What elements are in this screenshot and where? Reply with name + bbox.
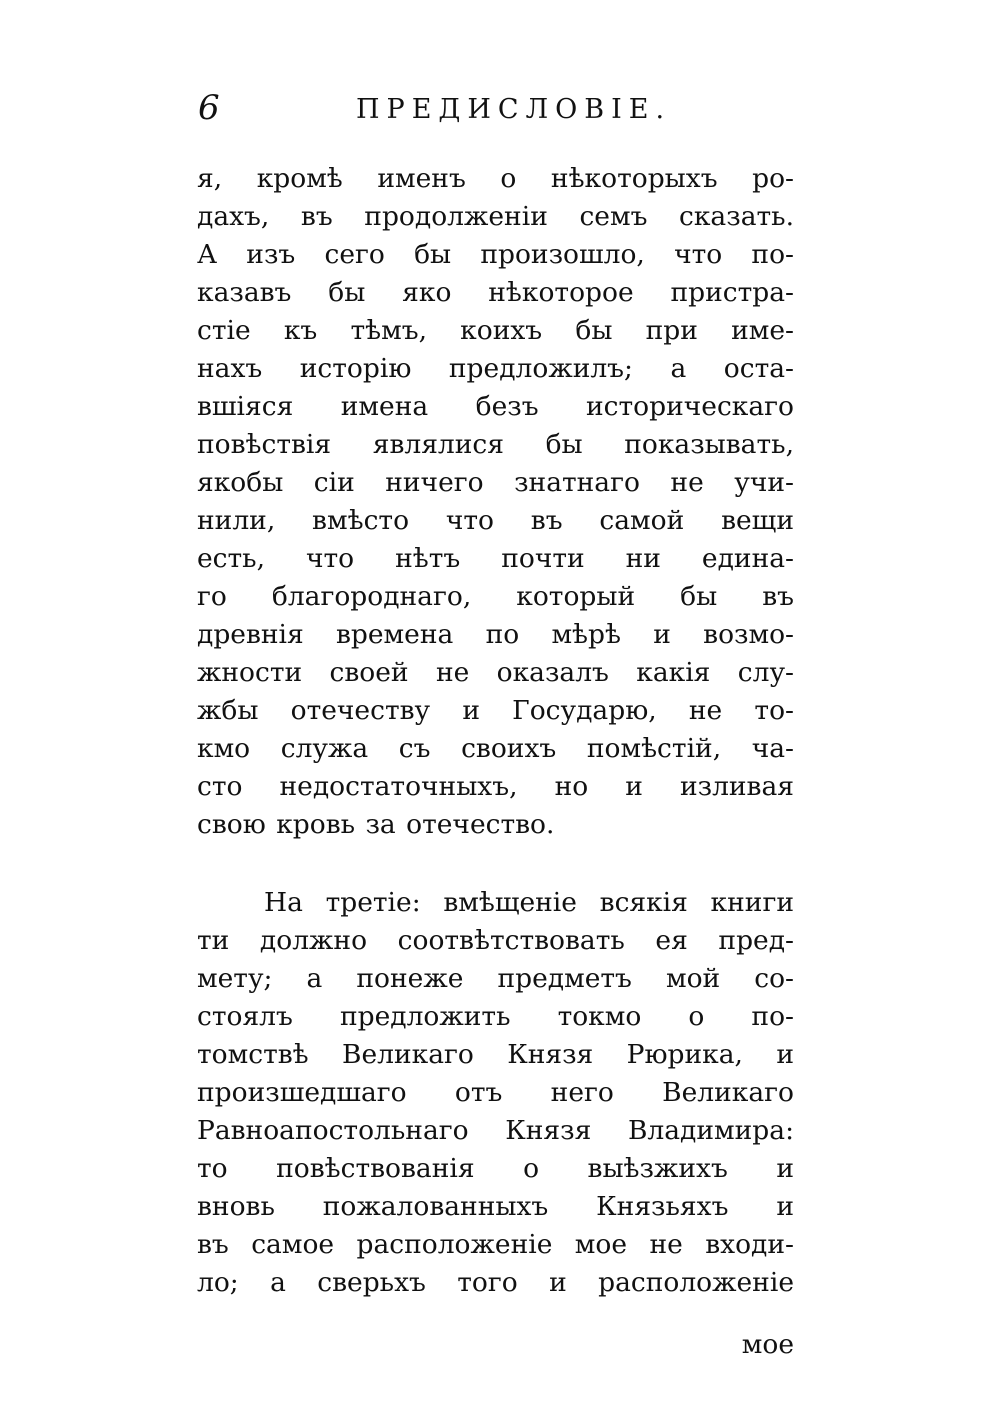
text-line: древнія времена по мѣрѣ и возмо-	[197, 619, 794, 650]
text-line: есть, что нѣтъ почти ни единa-	[197, 543, 794, 574]
text-line: повѣствія являлися бы показывать,	[197, 429, 794, 460]
text-line: жности своей не оказалъ какія слу-	[197, 657, 794, 688]
text-line: я, кромѣ именъ о нѣкоторыхъ ро-	[197, 163, 794, 194]
text-line: мету; а понеже предметъ мой со-	[197, 963, 794, 994]
text-line: якобы сіи ничего знатнаго не учи-	[197, 467, 794, 498]
text-line: Равноапостольнаго Князя Владимира:	[197, 1115, 794, 1146]
text-line: нахъ исторію предложилъ; а оста-	[197, 353, 794, 384]
text-line: вшіяся имена безъ историческаго	[197, 391, 794, 422]
catchword: мое	[741, 1329, 794, 1360]
text-line: ти должно соотвѣтствовать ея пред-	[197, 925, 794, 956]
text-line: ло; а сверьхъ того и расположеніе	[197, 1267, 794, 1298]
text-line: стіе къ тѣмъ, коихъ бы при име-	[197, 315, 794, 346]
running-head: ПРЕДИСЛОВІЕ.	[356, 94, 672, 125]
text-line: жбы отечеству и Государю, не то-	[197, 695, 794, 726]
text-line: въ самое расположеніе мое не входи-	[197, 1229, 794, 1260]
text-line: го благороднаго, который бы въ	[197, 581, 794, 612]
text-line: На третіе: вмѣщеніе всякія книги	[264, 887, 794, 918]
text-line: кмо служа съ своихъ помѣстій, ча-	[197, 733, 794, 764]
text-line: стоялъ предложить токмо о по-	[197, 1001, 794, 1032]
text-line: нили, вмѣсто что въ самой вещи	[197, 505, 794, 536]
text-line: сто недостаточныхъ, но и изливая	[197, 771, 794, 802]
text-line: А изъ сего бы произошло, что по-	[197, 239, 794, 270]
text-line: казавъ бы яко нѣкоторое пристра-	[197, 277, 794, 308]
text-line: дахъ, въ продолженіи семъ сказать.	[197, 201, 794, 232]
page-number: 6	[198, 88, 220, 128]
text-line: произшедшаго отъ него Великаго	[197, 1077, 794, 1108]
text-line: томствѣ Великаго Князя Рюрика, и	[197, 1039, 794, 1070]
text-line: то повѣствованія о выѣзжихъ и	[197, 1153, 794, 1184]
text-line: вновь пожалованныхъ Князьяхъ и	[197, 1191, 794, 1222]
text-line: свою кровь за отечество.	[197, 809, 555, 840]
